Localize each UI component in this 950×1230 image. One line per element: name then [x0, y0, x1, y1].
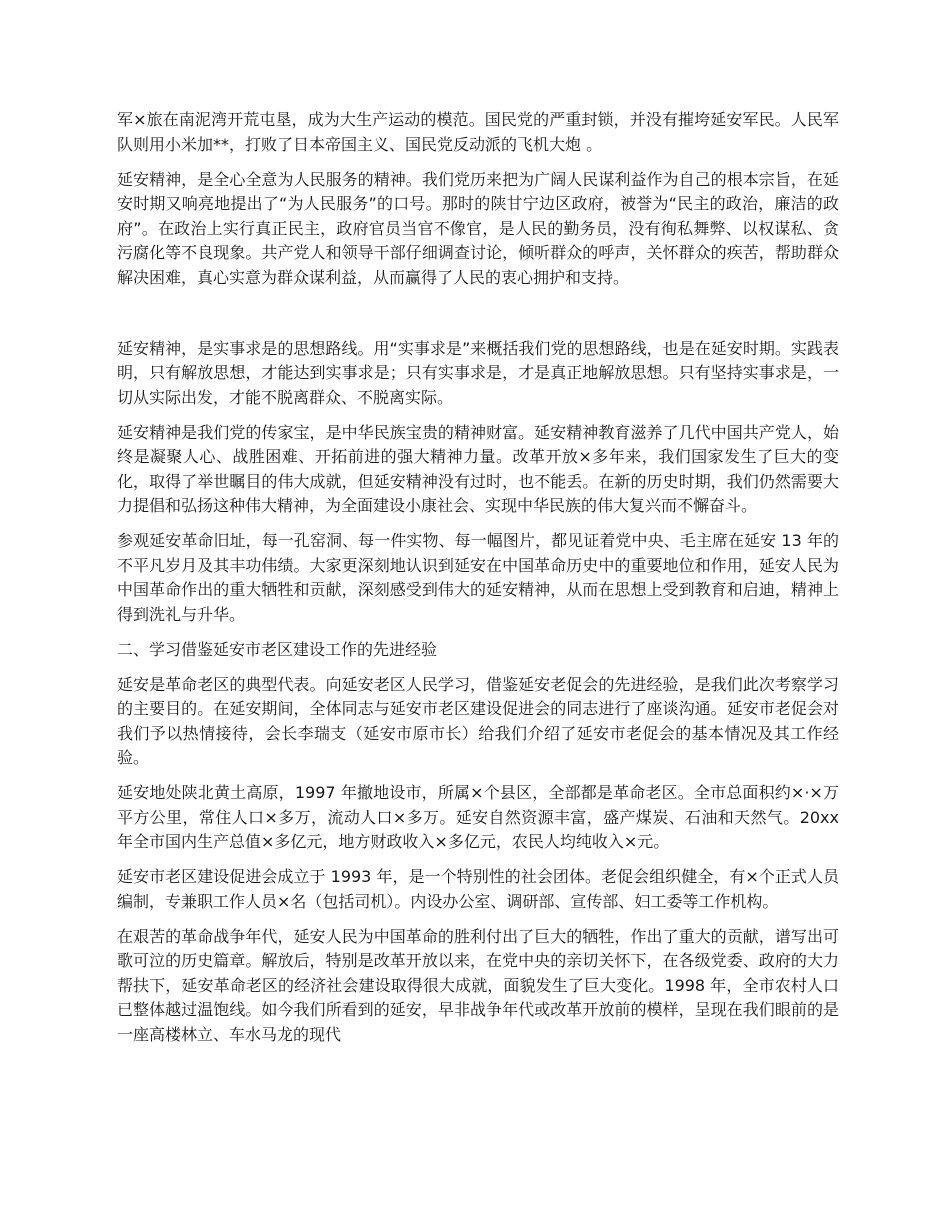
paragraph-visit-revolutionary-sites: 参观延安革命旧址，每一孔窑洞、每一件实物、每一幅图片，都见证着党中央、毛主席在延安 13 年的不平凡岁月及其丰功伟绩。大家更深刻地认识到延安在中国革命历史中的重要地位和作用，延安人民为中国革命作出的重大牺牲和贡献，深刻感受到伟大的延安精神，从而在思想上受到教育和启迪，精神上得到洗礼与升华。: [117, 531, 839, 624]
paragraph-learn-from-yanan: 延安是革命老区的典型代表。向延安老区人民学习，借鉴延安老促会的先进经验，是我们此次考察学习的主要目的。在延安期间，全体同志与延安市老区建设促进会的同志进行了座谈沟通。延安市老促会对我们予以热情接待，会长李瑞支（延安市原市长）给我们介绍了延安市老促会的基本情况及其工作经验。: [117, 674, 839, 767]
paragraph-nanniwan: 军×旅在南泥湾开荒屯垦，成为大生产运动的模范。国民党的严重封锁，并没有摧垮延安军民。人民军队则用小米加**，打败了日本帝国主义、国民党反动派的飞机大炮 。: [117, 110, 839, 154]
paragraph-yanan-overview: 延安地处陕北黄土高原，1997 年撤地设市，所属×个县区，全部都是革命老区。全市总面积约×·×万平方公里，常住人口×多万，流动人口×多万。延安自然资源丰富，盛产煤炭、石油和天然气。20xx 年全市国内生产总值×多亿元，地方财政收入×多亿元，农民人均纯收入×元。: [117, 783, 839, 851]
document-page: [117, 108, 839, 1058]
paragraph-family-heirloom: 延安精神是我们党的传家宝，是中华民族宝贵的精神财富。延安精神教育滋养了几代中国共产党人，始终是凝聚人心、战胜困难、开拓前进的强大精神力量。改革开放×多年来，我们国家发生了巨大的变化，取得了举世瞩目的伟大成就，但延安精神没有过时，也不能丢。在新的历史时期，我们仍然需要大力提倡和弘扬这种伟大精神，为全面建设小康社会、实现中华民族的伟大复兴而不懈奋斗。: [117, 422, 839, 515]
section-heading-2: 二、学习借鉴延安市老区建设工作的先进经验: [117, 639, 438, 659]
paragraph-serve-the-people: 延安精神，是全心全意为人民服务的精神。我们党历来把为广阔人民谋利益作为自己的根本宗旨，在延安时期又响亮地提出了“为人民服务”的口号。那时的陕甘宁边区政府，被誉为“民主的政治，廉洁的政府”。在政治上实行真正民主，政府官员当官不像官，是人民的勤务员，没有徇私舞弊、以权谋私、贪污腐化等不良现象。共产党人和领导干部仔细调查讨论，倾听群众的呼声，关怀群众的疾苦，帮助群众解决困难，真心实意为群众谋利益，从而赢得了人民的衷心拥护和支持。: [117, 169, 839, 287]
blank-gap: [117, 301, 839, 337]
paragraph-promotion-association: 延安市老区建设促进会成立于 1993 年，是一个特别性的社会团体。老促会组织健全，有×个正式人员编制，专兼职工作人员×名（包括司机）。内设办公室、调研部、宣传部、妇工委等工作机构。: [117, 867, 839, 911]
paragraph-revolutionary-war-years: 在艰苦的革命战争年代，延安人民为中国革命的胜利付出了巨大的牺牲，作出了重大的贡献，谱写出可歌可泣的历史篇章。解放后，特别是改革开放以来，在党中央的亲切关怀下，在各级党委、政府的大力帮扶下，延安革命老区的经济社会建设取得很大成就，面貌发生了巨大变化。1998 年，全市农村人口已整体越过温饱线。如今我们所看到的延安，早非战争年代或改革开放前的模样，呈现在我们眼前的是一座高楼林立、车水马龙的现代: [117, 926, 839, 1044]
paragraph-seek-truth-from-facts: 延安精神，是实事求是的思想路线。用“实事求是”来概括我们党的思想路线，也是在延安时期。实践表明，只有解放思想，才能达到实事求是；只有实事求是，才是真正地解放思想。只有坚持实事求是，一切从实际出发，才能不脱离群众、不脱离实际。: [117, 338, 839, 407]
